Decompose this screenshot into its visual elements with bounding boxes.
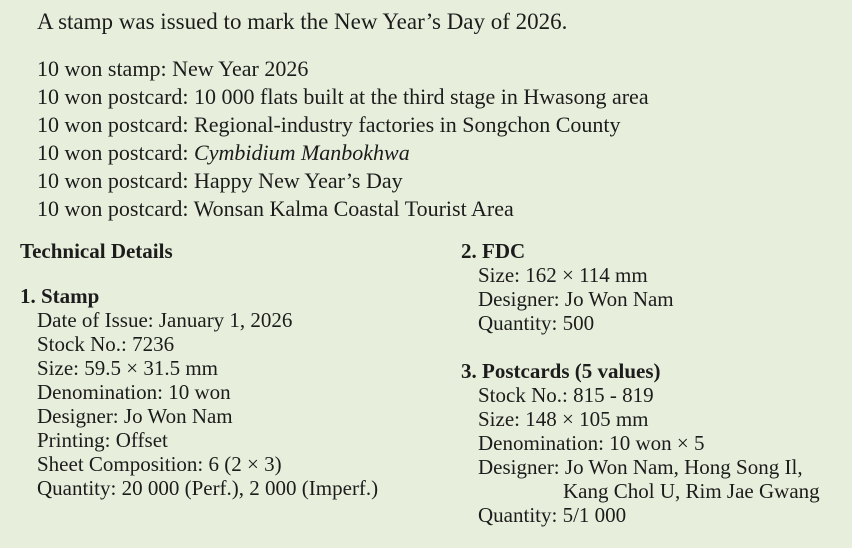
fdc-details [461, 263, 674, 335]
postcards-designer [478, 455, 820, 503]
stamp-denomination: Denomination: 10 won [37, 380, 231, 404]
fdc-section-title: 2. FDC [461, 239, 526, 263]
fdc-size: Size: 162 × 114 mm [478, 263, 648, 287]
postcards-section [461, 359, 820, 527]
postcards-designer-line-2: Kang Chol U, Rim Jae Gwang [563, 479, 820, 503]
issue-item [37, 167, 649, 195]
postcards-quantity: Quantity: 5/1 000 [478, 503, 627, 527]
postcards-designer-line-1: Designer: Jo Won Nam, Hong Song Il, [478, 455, 803, 479]
stamp-size: Size: 59.5 × 31.5 mm [37, 356, 219, 380]
intro-text: A stamp was issued to mark the New Year’s Day of 2026. [37, 9, 568, 34]
issue-items-list [37, 55, 649, 223]
stamp-section-title: 1. Stamp [20, 284, 100, 308]
item-name: New Year 2026 [172, 56, 309, 81]
fdc-designer: Designer: Jo Won Nam [478, 287, 674, 311]
item-name-italic: Cymbidium Manbokhwa [194, 140, 410, 165]
postcards-stock-no: Stock No.: 815 - 819 [478, 383, 654, 407]
item-prefix: 10 won postcard: [37, 140, 195, 165]
issue-item [37, 139, 649, 167]
item-name: Regional-industry factories in Songchon County [194, 112, 621, 137]
issue-item [37, 55, 649, 83]
postcards-size: Size: 148 × 105 mm [478, 407, 649, 431]
stamp-section [20, 284, 378, 500]
item-prefix: 10 won postcard: [37, 196, 194, 221]
stamp-details [20, 308, 378, 500]
item-prefix: 10 won postcard: [37, 112, 195, 137]
stamp-date-of-issue: Date of Issue: January 1, 2026 [37, 308, 293, 332]
issue-item [37, 195, 649, 223]
stamp-designer: Designer: Jo Won Nam [37, 404, 233, 428]
fdc-section [461, 239, 674, 335]
issue-item [37, 83, 649, 111]
postcards-section-title: 3. Postcards (5 values) [461, 359, 661, 383]
item-name: Wonsan Kalma Coastal Tourist Area [193, 196, 514, 221]
stamp-printing: Printing: Offset [37, 428, 168, 452]
postcards-denomination: Denomination: 10 won × 5 [478, 431, 705, 455]
technical-details-heading: Technical Details [20, 239, 173, 263]
item-prefix: 10 won postcard: [37, 168, 195, 193]
fdc-quantity: Quantity: 500 [478, 311, 595, 335]
stamp-stock-no: Stock No.: 7236 [37, 332, 175, 356]
stamp-quantity: Quantity: 20 000 (Perf.), 2 000 (Imperf.) [37, 476, 379, 500]
item-name: Happy New Year’s Day [194, 168, 403, 193]
item-prefix: 10 won stamp: [37, 56, 173, 81]
postcards-details [461, 383, 820, 527]
item-prefix: 10 won postcard: [37, 84, 195, 109]
issue-item [37, 111, 649, 139]
item-name: 10 000 flats built at the third stage in Hwasong area [194, 84, 649, 109]
stamp-sheet-composition: Sheet Composition: 6 (2 × 3) [37, 452, 282, 476]
